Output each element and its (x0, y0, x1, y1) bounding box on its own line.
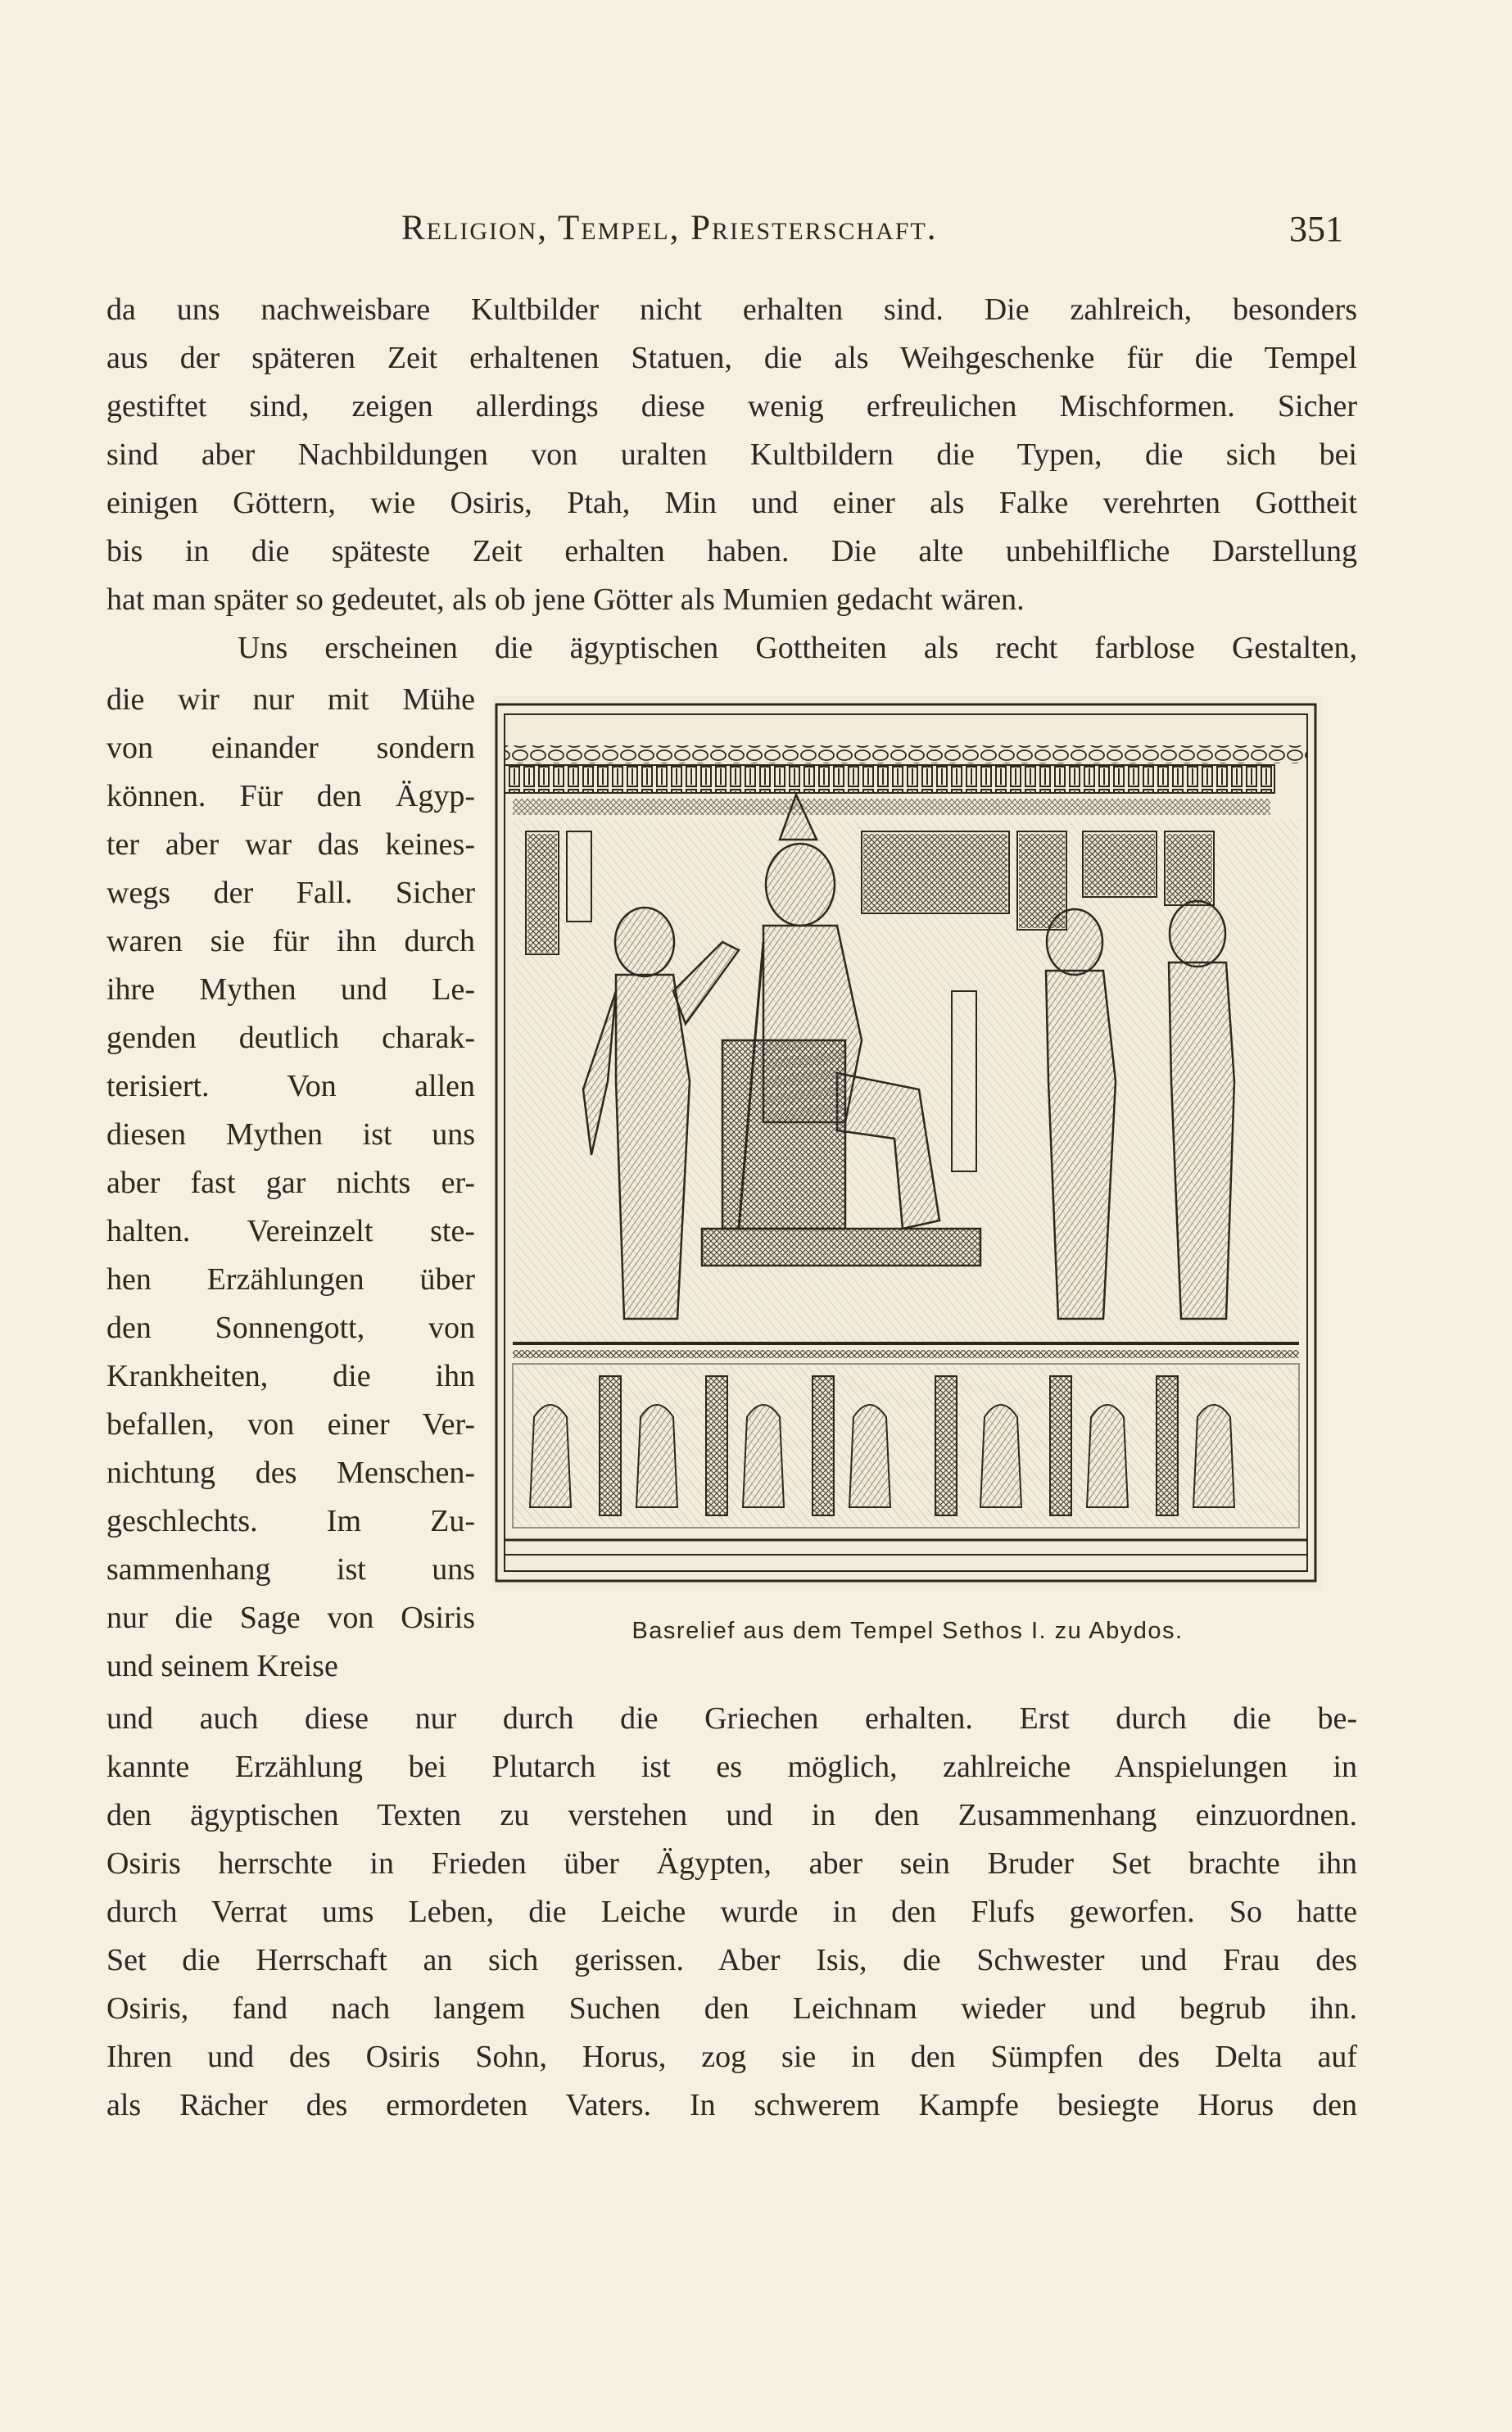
text-line: ihre Mythen und Le- (106, 972, 475, 1007)
text-line: den Sonnengott, von (106, 1311, 475, 1345)
text-line: Osiris, fand nach langem Suchen den Leichnam wieder und begrub ihn. (106, 1991, 1357, 2026)
page-header (106, 208, 1343, 257)
text-line: sammenhang ist uns (106, 1552, 475, 1587)
text-line: Uns erscheinen die ägyptischen Gottheiten als recht farblose Gestalten, (238, 631, 1357, 665)
basrelief-figure (493, 696, 1322, 1591)
text-line: nichtung des Menschen- (106, 1456, 475, 1490)
text-line: und seinem Kreise (106, 1649, 338, 1683)
figure-caption: Basrelief aus dem Tempel Sethos I. zu Abydos. (632, 1618, 1184, 1644)
text-line: aber fast gar nichts er- (106, 1166, 475, 1200)
text-line: ter aber war das keines- (106, 827, 475, 862)
page-number: 351 (1289, 209, 1343, 249)
text-line: Set die Herrschaft an sich gerissen. Aber Isis, die Schwester und Frau des (106, 1943, 1357, 1977)
text-line: als Rächer des ermordeten Vaters. In schwerem Kampfe besiegte Horus den (106, 2088, 1357, 2122)
text-line: wegs der Fall. Sicher (106, 876, 475, 910)
text-line: Ihren und des Osiris Sohn, Horus, zog sie in den Sümpfen des Delta auf (106, 2040, 1357, 2074)
text-line: kannte Erzählung bei Plutarch ist es möglich, zahlreiche Anspielungen in (106, 1750, 1357, 1784)
text-line: hen Erzählungen über (106, 1262, 475, 1297)
running-head: Religion, Tempel, Priesterschaft. (401, 209, 938, 247)
text-line: sind aber Nachbildungen von uralten Kultbildern die Typen, die sich bei (106, 437, 1357, 472)
text-line: Krankheiten, die ihn (106, 1359, 475, 1393)
text-line: waren sie für ihn durch (106, 924, 475, 958)
text-line: bis in die späteste Zeit erhalten haben. Die alte unbehilfliche Darstellung (106, 534, 1357, 568)
text-line: die wir nur mit Mühe (106, 682, 475, 717)
text-line: gestiftet sind, zeigen allerdings diese wenig erfreulichen Mischformen. Sicher (106, 389, 1357, 423)
text-line: nur die Sage von Osiris (106, 1601, 475, 1635)
text-line: Osiris herrschte in Frieden über Ägypten, aber sein Bruder Set brachte ihn (106, 1846, 1357, 1881)
text-line: diesen Mythen ist uns (106, 1117, 475, 1152)
text-line: genden deutlich charak- (106, 1021, 475, 1055)
text-line: und auch diese nur durch die Griechen erhalten. Erst durch die be- (106, 1701, 1357, 1736)
text-line: einigen Göttern, wie Osiris, Ptah, Min und einer als Falke verehrten Gottheit (106, 486, 1357, 520)
text-line: hat man später so gedeutet, als ob jene Götter als Mumien gedacht wären. (106, 582, 1025, 617)
text-line: geschlechts. Im Zu- (106, 1504, 475, 1538)
text-line: aus der späteren Zeit erhaltenen Statuen, die als Weihgeschenke für die Tempel (106, 341, 1357, 375)
text-line: befallen, von einer Ver- (106, 1407, 475, 1442)
text-line: halten. Vereinzelt ste- (106, 1214, 475, 1248)
text-line: da uns nachweisbare Kultbilder nicht erhalten sind. Die zahlreich, besonders (106, 292, 1357, 327)
basrelief-engraving (493, 696, 1322, 1591)
text-line: durch Verrat ums Leben, die Leiche wurde in den Flufs geworfen. So hatte (106, 1895, 1357, 1929)
text-line: können. Für den Ägyp- (106, 779, 475, 813)
text-line: terisiert. Von allen (106, 1069, 475, 1103)
text-line: den ägyptischen Texten zu verstehen und in den Zusammenhang einzuordnen. (106, 1798, 1357, 1832)
text-line: von einander sondern (106, 731, 475, 765)
